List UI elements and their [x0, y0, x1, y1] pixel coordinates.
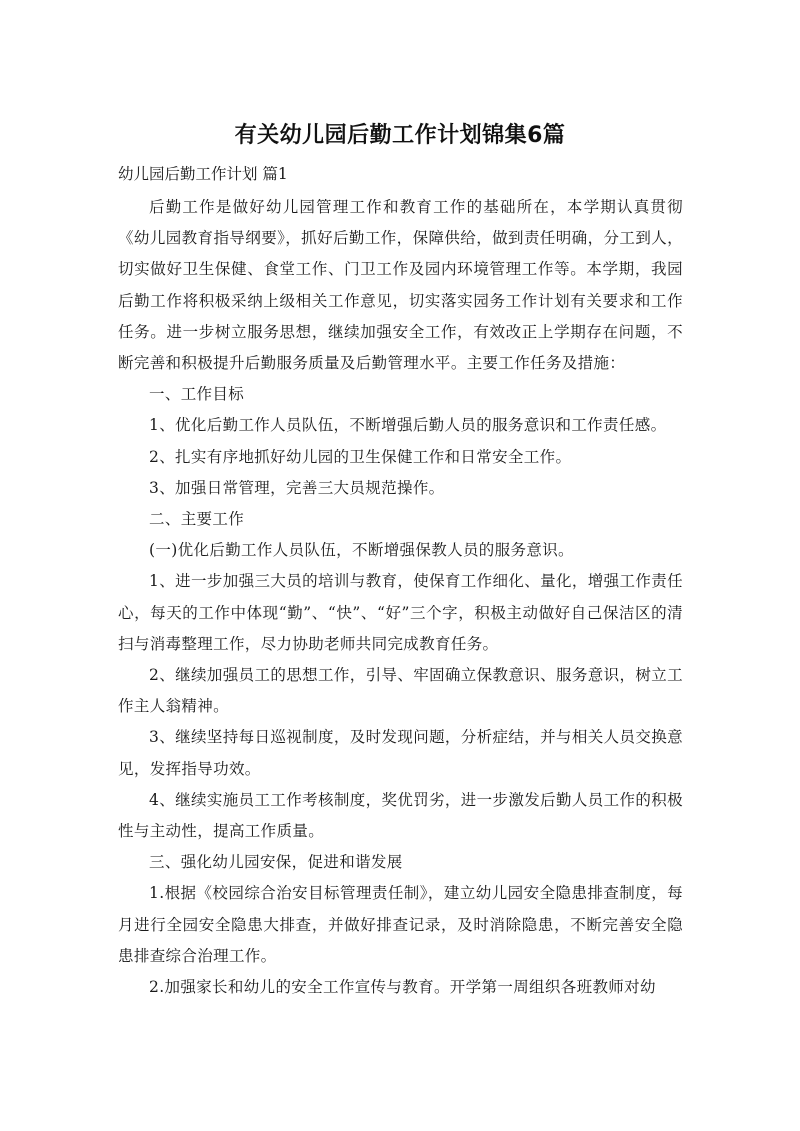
- safety-item: 2.加强家长和幼儿的安全工作宣传与教育。开学第一周组织各班教师对幼: [149, 978, 656, 997]
- heading-goals: 一、工作目标: [149, 385, 245, 404]
- goal-item: 2、扎实有序地抓好幼儿园的卫生保健工作和日常安全工作。: [149, 447, 572, 466]
- work-item: 3、继续坚持每日巡视制度，及时发现问题，分析症结，并与相关人员交换意见，发挥指导功效。: [118, 728, 683, 778]
- document-title: 有关幼儿园后勤工作计划锦集6篇: [234, 123, 566, 148]
- document-body: [118, 192, 683, 1003]
- heading-safety: 三、强化幼儿园安保，促进和谐发展: [149, 853, 403, 872]
- intro-paragraph: 后勤工作是做好幼儿园管理工作和教育工作的基础所在，本学期认真贯彻《幼儿园教育指导纲要》，抓好后勤工作，保障供给，做到责任明确，分工到人，切实做好卫生保健、食堂工作、门卫工作及园内环境管理工作等。本学期，我园后勤工作将积极采纳上级相关工作意见，切实落实园务工作计划有关要求和工作任务。进一步树立服务思想，继续加强安全工作，有效改正上学期存在问题，不断完善和积极提升后勤服务质量及后勤管理水平。主要工作任务及措施：: [118, 198, 683, 373]
- goal-item: 1、优化后勤工作人员队伍，不断增强后勤人员的服务意识和工作责任感。: [149, 416, 667, 435]
- work-item: 4、继续实施员工工作考核制度，奖优罚劣，进一步激发后勤人员工作的积极性与主动性，提高工作质量。: [118, 790, 683, 841]
- goal-item: 3、加强日常管理，完善三大员规范操作。: [149, 478, 445, 497]
- work-item: 2、继续加强员工的思想工作，引导、牢固确立保教意识、服务意识，树立工作主人翁精神。: [118, 666, 683, 716]
- safety-item: 1.根据《校园综合治安目标管理责任制》，建立幼儿园安全隐患排查制度，每月进行全园安全隐患大排查，并做好排查记录，及时消除隐患，不断完善安全隐患排查综合治理工作。: [118, 884, 683, 965]
- work-item: 1、进一步加强三大员的培训与教育，使保育工作细化、量化，增强工作责任心，每天的工作中体现“勤”、“快”、“好”三个字，积极主动做好自己保洁区的清扫与消毒整理工作，尽力协助老师共同完成教育任务。: [118, 572, 683, 653]
- section-heading: 幼儿园后勤工作计划 篇1: [118, 165, 288, 183]
- heading-main-work: 二、主要工作: [149, 510, 245, 529]
- subheading-staff: (一)优化后勤工作人员队伍，不断增强保教人员的服务意识。: [149, 541, 574, 560]
